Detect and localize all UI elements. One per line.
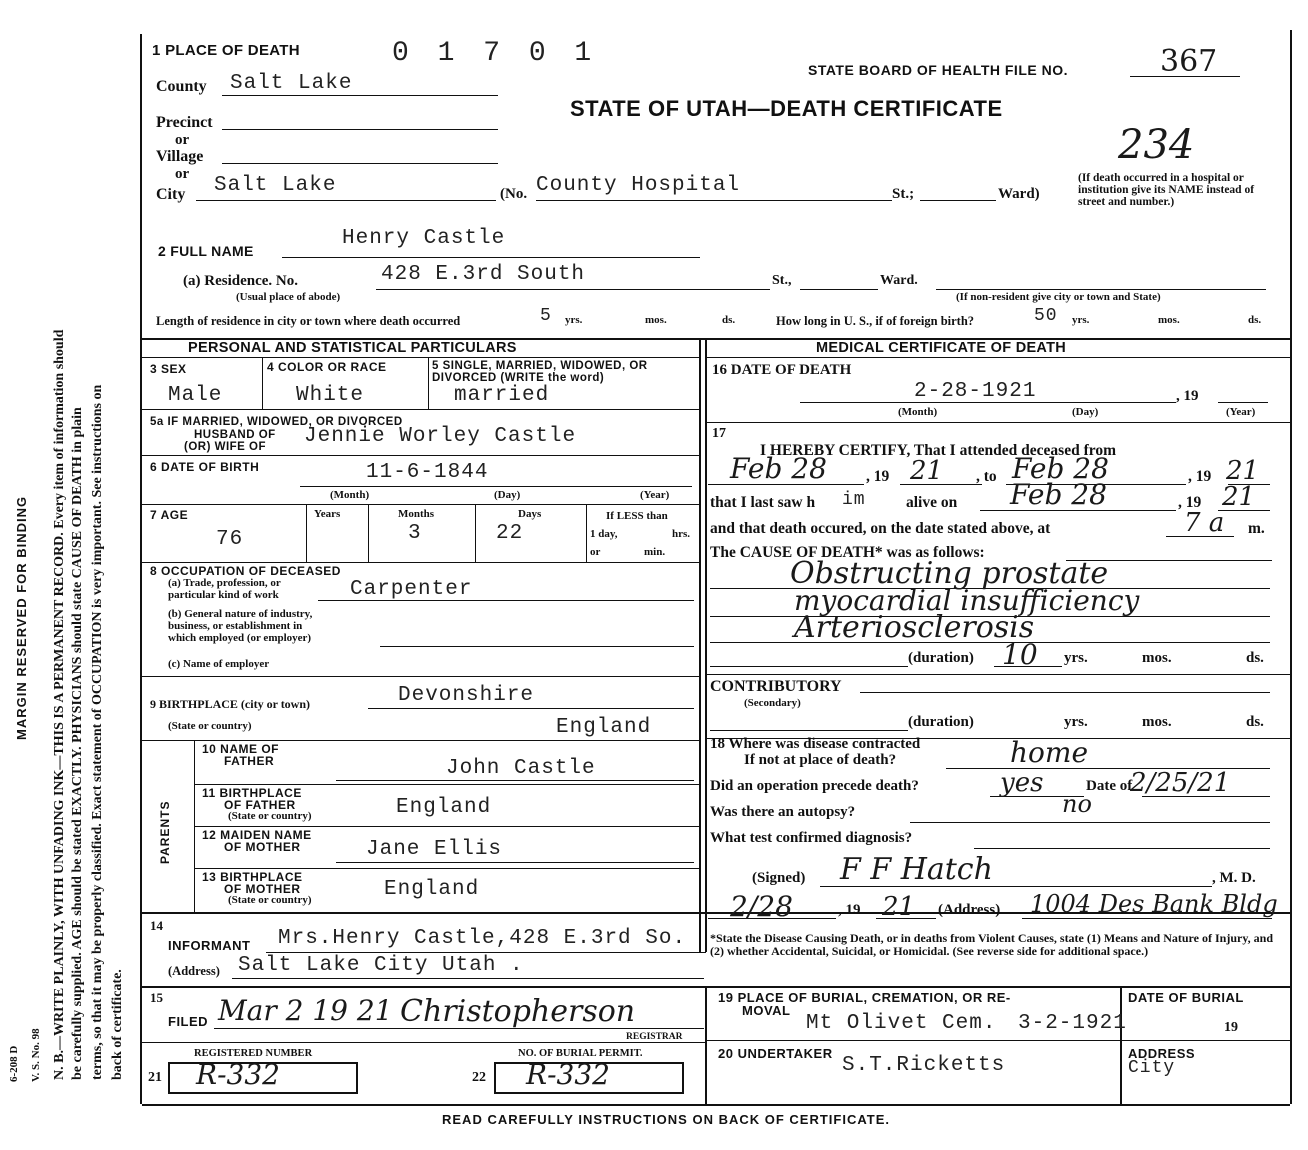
length-of-residence-years: 5 [540, 306, 552, 326]
cause-of-death-2: myocardial insufficiency [794, 584, 1140, 617]
city-value: Salt Lake [214, 174, 337, 197]
filed-label: FILED [168, 1014, 209, 1029]
county-label: County [156, 78, 207, 95]
undertaker-address: City [1128, 1058, 1176, 1078]
last-seen-date: Feb 28 [1010, 478, 1107, 511]
informant-value: Mrs.Henry Castle,428 E.3rd So. [278, 927, 687, 950]
burial-place-label: 19 PLACE OF BURIAL, CREMATION, OR RE- [718, 990, 1011, 1005]
burial-permit-number: R-332 [526, 1058, 610, 1091]
birthplace-label: 9 BIRTHPLACE (city or town) [150, 697, 311, 711]
instructions-line-1: N. B.—WRITE PLAINLY, WITH UNFADING INK—THIS IS A PERMANENT RECORD. Every item of information should [52, 329, 67, 1080]
occupation-label: 8 OCCUPATION OF DECEASED [150, 564, 341, 578]
file-no-label: STATE BOARD OF HEALTH FILE NO. [808, 62, 1068, 78]
physician-signature: F F Hatch [840, 852, 993, 887]
age-label: 7 AGE [150, 508, 189, 522]
institution-value: County Hospital [536, 174, 741, 197]
precinct-label: Precinct [156, 114, 213, 131]
length-of-residence-label: Length of residence in city or town where death occurred [156, 314, 461, 328]
sex-value: Male [168, 384, 223, 407]
residence-label: (a) Residence. No. [183, 273, 298, 289]
instructions-line-3: terms, so that it may be properly classified. Exact statement of OCCUPATION is very important. See instructions on [90, 384, 105, 1080]
dob-label: 6 DATE OF BIRTH [150, 460, 260, 474]
occupation-value: Carpenter [350, 578, 473, 601]
left-border [140, 34, 142, 1104]
registrar-signature: Christopherson [400, 994, 636, 1029]
city-label: City [156, 186, 186, 203]
certificate-title: STATE OF UTAH—DEATH CERTIFICATE [570, 96, 1003, 121]
parents-label: PARENTS [158, 800, 172, 864]
stamp-number: 0 1 7 0 1 [392, 38, 598, 69]
mother-birthplace-value: England [384, 878, 480, 901]
residence-value: 428 E.3rd South [381, 263, 586, 286]
file-number: 367 [1160, 44, 1218, 79]
undertaker-address-label: ADDRESS [1128, 1046, 1196, 1061]
date-of-death-value: 2-28-1921 [914, 380, 1037, 403]
age-days: 22 [496, 522, 524, 545]
village-label: Village [156, 148, 204, 165]
attended-to-date: Feb 28 [1012, 452, 1109, 485]
operation-date: 2/25/21 [1130, 768, 1231, 798]
certify-text: I HEREBY CERTIFY, That I attended deceased from [760, 442, 1116, 459]
undertaker-label: 20 UNDERTAKER [718, 1046, 833, 1061]
contributory-label: CONTRIBUTORY [710, 678, 842, 695]
burial-place-value: Mt Olivet Cem. [806, 1012, 997, 1035]
physician-address: 1004 Des Bank Bldg [1030, 890, 1278, 918]
color-value: White [296, 384, 365, 407]
full-name-label: 2 FULL NAME [158, 243, 254, 259]
sex-label: 3 SEX [150, 362, 187, 376]
attended-from-date: Feb 28 [730, 452, 827, 485]
burial-date-value: 3-2-1921 [1018, 1012, 1127, 1035]
institution-note: (If death occurred in a hospital or institution give its NAME instead of street and number.) [1078, 172, 1255, 208]
cause-of-death-3: Arteriosclerosis [794, 610, 1035, 645]
medical-heading: MEDICAL CERTIFICATE OF DEATH [816, 340, 1067, 356]
registered-number: R-332 [196, 1058, 280, 1091]
form-code: 6-208 D [8, 1045, 20, 1082]
handwritten-number: 234 [1118, 122, 1195, 168]
right-border [1290, 30, 1292, 1104]
signature-date: 2/28 [730, 890, 793, 923]
instructions-line-4: back of certificate. [110, 969, 125, 1080]
filed-date: Mar 2 19 21 [218, 994, 393, 1027]
footer-instructions: READ CAREFULLY INSTRUCTIONS ON BACK OF CERTIFICATE. [442, 1112, 890, 1127]
operation-value: yes [1000, 768, 1044, 798]
father-name-value: John Castle [446, 757, 596, 780]
autopsy-value: no [1062, 790, 1092, 818]
instructions-line-2: be carefully supplied. AGE should be stated EXACTLY. PHYSICIANS should state CAUSE OF DEATH in plain [70, 407, 85, 1080]
cause-of-death-label: The CAUSE OF DEATH* was as follows: [710, 544, 985, 561]
age-months: 3 [408, 522, 422, 545]
binding-margin-label: MARGIN RESERVED FOR BINDING [14, 495, 29, 740]
burial-date-label: DATE OF BURIAL [1128, 990, 1244, 1005]
full-name-value: Henry Castle [342, 227, 506, 250]
attended-from-year: 21 [910, 456, 944, 486]
informant-address: Salt Lake City Utah . [238, 954, 524, 977]
date-of-death-label: 16 DATE OF DEATH [712, 362, 852, 378]
time-of-death: 7 a [1184, 508, 1225, 538]
attended-to-year: 21 [1226, 456, 1260, 486]
cause-footnote: *State the Disease Causing Death, or in deaths from Violent Causes, state (1) Means and Nature of Injury, and (2) whether Accidental, Suicidal, or Homicidal. (See reverse side for additional space.) [710, 931, 1274, 958]
years-in-us: 50 [1034, 306, 1058, 326]
age-years: 76 [216, 528, 244, 551]
mother-name-value: Jane Ellis [366, 838, 503, 861]
column-divider [699, 338, 701, 952]
undertaker-value: S.T.Ricketts [842, 1054, 1006, 1077]
spouse-value: Jennie Worley Castle [304, 425, 577, 448]
last-seen-year: 21 [1222, 482, 1256, 512]
dob-value: 11-6-1844 [366, 461, 489, 484]
birth-country-value: England [556, 716, 652, 739]
birthplace-value: Devonshire [398, 684, 535, 707]
cause-duration: 10 [1002, 638, 1038, 671]
county-value: Salt Lake [230, 72, 353, 95]
color-label: 4 COLOR OR RACE [267, 360, 387, 374]
disease-contracted-value: home [1010, 736, 1089, 769]
marital-label: 5 SINGLE, MARRIED, WIDOWED, OR DIVORCED (WRITE the word) [432, 360, 648, 384]
personal-heading: PERSONAL AND STATISTICAL PARTICULARS [188, 340, 517, 356]
marital-value: married [454, 384, 550, 407]
form-number: V. S. No. 98 [30, 1028, 42, 1082]
father-birthplace-value: England [396, 796, 492, 819]
place-of-death-label: 1 PLACE OF DEATH [152, 42, 300, 59]
cause-of-death-1: Obstructing prostate [790, 556, 1109, 591]
signature-year: 21 [882, 892, 916, 922]
informant-label: INFORMANT [168, 938, 251, 953]
